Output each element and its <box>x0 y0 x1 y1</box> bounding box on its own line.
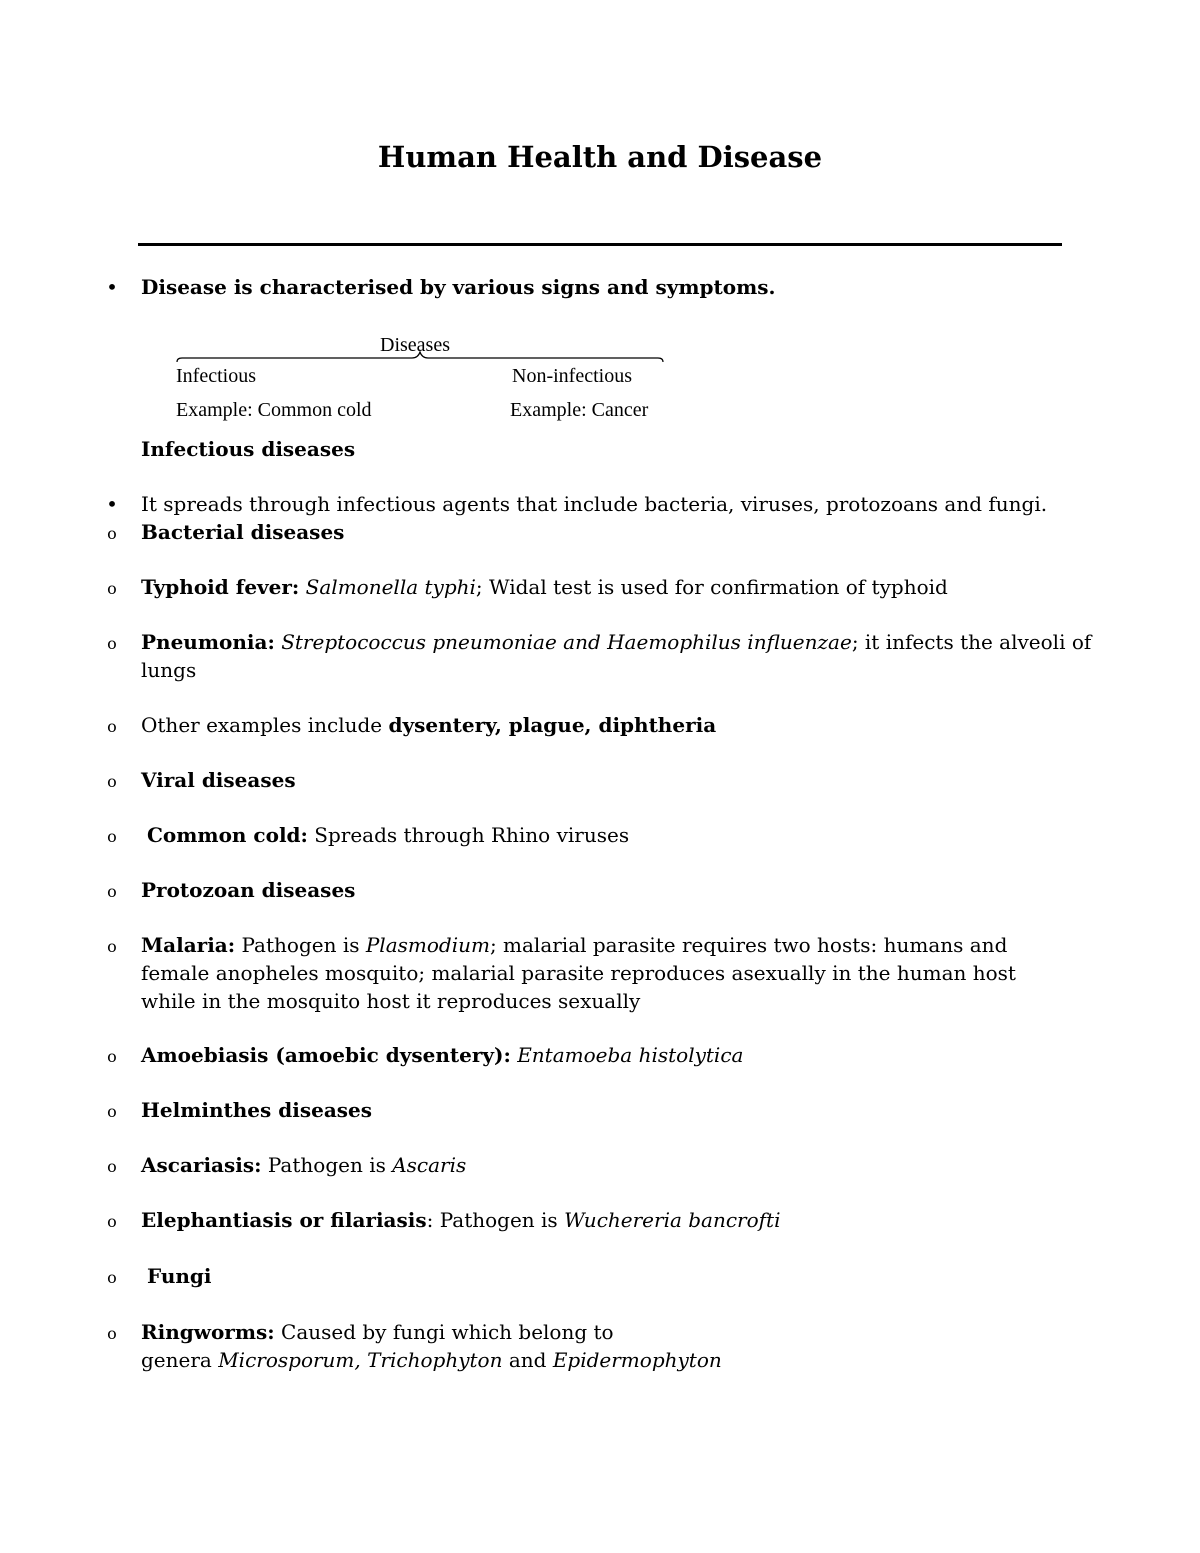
typhoid-item: Typhoid fever: Salmonella typhi; Widal test is used for confirmation of typhoid <box>141 575 948 599</box>
bullet-marker: o <box>107 827 117 846</box>
ringworm-item-cont: genera Microsporum, Trichophyton and Epidermophyton <box>141 1348 722 1372</box>
diagram-right-example: Example: Cancer <box>510 399 649 421</box>
bullet-marker: o <box>107 524 117 543</box>
ringworm-item: Ringworms: Caused by fungi which belong to <box>141 1320 614 1344</box>
elephantiasis-item: Elephantiasis or filariasis: Pathogen is Wuchereria bancrofti <box>141 1208 781 1232</box>
title-divider <box>138 243 1062 246</box>
page-title: Human Health and Disease <box>377 140 823 174</box>
bullet-marker: o <box>107 1324 117 1343</box>
bullet-marker: o <box>107 579 117 598</box>
bullet-marker: o <box>107 1157 117 1176</box>
bullet-marker: o <box>107 1047 117 1066</box>
diagram-root-label: Diseases <box>380 334 450 356</box>
diagram-brace <box>176 350 664 364</box>
bacterial-heading: Bacterial diseases <box>141 520 345 544</box>
infectious-intro: It spreads through infectious agents that include bacteria, viruses, protozoans and fungi. <box>141 492 1048 516</box>
amoebiasis-item: Amoebiasis (amoebic dysentery): Entamoeba histolytica <box>141 1043 744 1067</box>
intro-text: Disease is characterised by various signs and symptoms. <box>141 275 776 299</box>
helminthes-heading: Helminthes diseases <box>141 1098 373 1122</box>
bullet-marker: o <box>107 1102 117 1121</box>
diagram-right-label: Non-infectious <box>512 365 632 387</box>
bullet-marker: o <box>107 882 117 901</box>
protozoan-heading: Protozoan diseases <box>141 878 356 902</box>
diagram-left-example: Example: Common cold <box>176 399 372 421</box>
bullet-marker: o <box>107 937 117 956</box>
viral-heading: Viral diseases <box>141 768 296 792</box>
bullet-marker: o <box>107 634 117 653</box>
bullet-marker: o <box>107 1212 117 1231</box>
fungi-heading: Fungi <box>147 1264 212 1288</box>
malaria-item: Malaria: Pathogen is Plasmodium; malarial parasite requires two hosts: humans and <box>141 933 1008 957</box>
bullet-marker: o <box>107 717 117 736</box>
malaria-item-cont: while in the mosquito host it reproduces sexually <box>141 989 641 1013</box>
common-cold-item: Common cold: Spreads through Rhino viruses <box>147 823 630 847</box>
bullet-marker: • <box>106 275 118 299</box>
bullet-marker: o <box>107 1268 117 1287</box>
infectious-heading: Infectious diseases <box>141 437 356 461</box>
bullet-marker: • <box>106 492 118 516</box>
malaria-item-cont: female anopheles mosquito; malarial parasite reproduces asexually in the human host <box>141 961 1016 985</box>
bullet-marker: o <box>107 772 117 791</box>
ascariasis-item: Ascariasis: Pathogen is Ascaris <box>141 1153 467 1177</box>
diagram-left-label: Infectious <box>176 365 256 387</box>
pneumonia-item: Pneumonia: Streptococcus pneumoniae and Haemophilus influenzae; it infects the alveoli of <box>141 630 1092 654</box>
pneumonia-item-cont: lungs <box>141 658 197 682</box>
other-bacterial-item: Other examples include dysentery, plague, diphtheria <box>141 713 717 737</box>
